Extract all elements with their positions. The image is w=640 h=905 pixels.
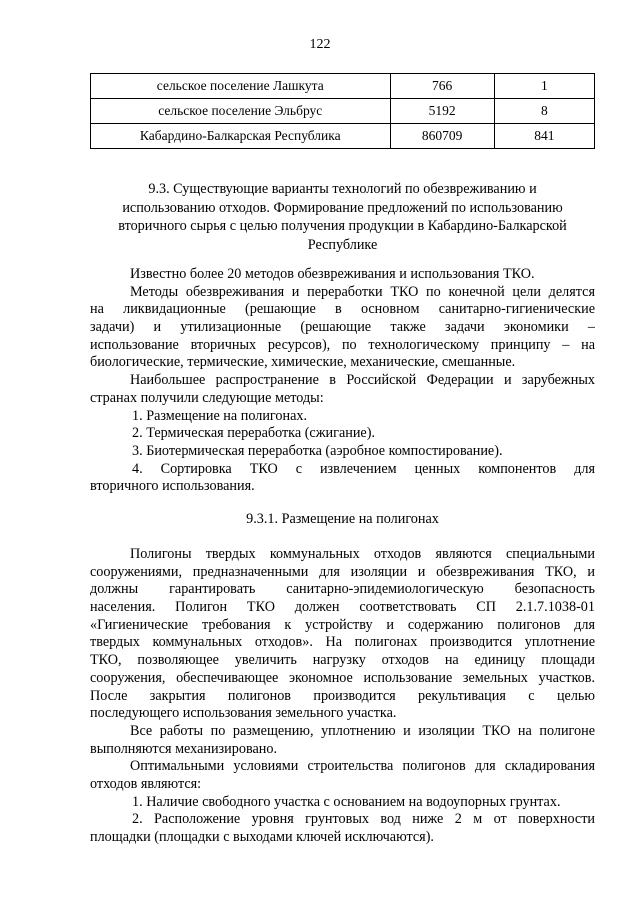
table-row xyxy=(91,74,595,99)
text-line: Наибольшее распространение в Российской Федерации и зарубежных xyxy=(130,372,595,389)
population-table xyxy=(90,73,595,149)
table-cell: 860709 xyxy=(390,124,494,149)
list-item: 3. Биотермическая переработка (аэробное компостирование). xyxy=(132,442,503,459)
text-line: на ликвидационные (решающие в основном санитарно-гигиенические xyxy=(90,301,595,318)
text-line: площадки (площадки с выходами ключей исключаются). xyxy=(90,829,434,845)
list-item: 2. Термическая переработка (сжигание). xyxy=(132,425,375,442)
table-cell: 5192 xyxy=(390,99,494,124)
heading-line: использованию отходов. Формирование предложений по использованию xyxy=(122,199,563,216)
polygons-text xyxy=(90,546,595,847)
text-line: ТКО, позволяющее увеличить нагрузку отходов на единицу площади xyxy=(90,652,595,669)
table-cell: сельское поселение Эльбрус xyxy=(91,99,391,124)
text-line: Методы обезвреживания и переработки ТКО по конечной цели делятся xyxy=(130,283,595,300)
heading-line: Республике xyxy=(307,236,378,253)
table-cell: сельское поселение Лашкута xyxy=(91,74,391,99)
intro-text xyxy=(90,266,595,496)
list-item: 1. Размещение на полигонах. xyxy=(132,407,308,424)
table-cell: 841 xyxy=(494,124,594,149)
heading-line: вторичного сырья с целью получения продукции в Кабардино-Балкарской xyxy=(118,218,567,234)
section-heading xyxy=(90,180,595,254)
text-line: должны гарантировать санитарно-эпидемиологическую безопасность xyxy=(90,581,595,598)
text-line: сооружения, обеспечивающее экономное использование земельных участков. xyxy=(90,669,595,686)
text-line: твердых коммунальных отходов». На полигонах производится уплотнение xyxy=(90,634,595,651)
text-line: последующего использования земельного участка. xyxy=(90,705,397,722)
heading-line: 9.3. Существующие варианты технологий по обезвреживанию и xyxy=(148,181,537,197)
text-line: После закрытия полигонов производится рекультивация с целью xyxy=(90,687,595,704)
table-row xyxy=(91,99,595,124)
list-item: 4. Сортировка ТКО с извлечением ценных компонентов для xyxy=(132,460,595,477)
text-line: задачи) и утилизационные (решающие также задачи экономики – xyxy=(90,319,595,336)
text-line: Полигоны твердых коммунальных отходов являются специальными xyxy=(130,546,595,562)
table-row xyxy=(91,124,595,149)
text-line: населения. Полигон ТКО должен соответствовать СП 2.1.7.1038-01 xyxy=(90,599,595,616)
text-line: вторичного использования. xyxy=(90,478,255,495)
text-line: выполняются механизировано. xyxy=(90,740,277,757)
text-line: использование вторичных ресурсов), по технологическому принципу – на xyxy=(90,336,595,353)
text-line: отходов являются: xyxy=(90,775,202,792)
list-item: 2. Расположение уровня грунтовых вод ниже 2 м от поверхности xyxy=(132,811,595,828)
table-cell: 8 xyxy=(494,99,594,124)
subsection-heading: 9.3.1. Размещение на полигонах xyxy=(246,511,439,527)
list-item: 1. Наличие свободного участка с основанием на водоупорных грунтах. xyxy=(132,793,561,810)
table-cell: 1 xyxy=(494,74,594,99)
text-line: Известно более 20 методов обезвреживания и использования ТКО. xyxy=(130,266,535,282)
text-line: «Гигиенические требования к устройству и содержанию полигонов для xyxy=(90,616,595,633)
page-number: 122 xyxy=(309,37,331,52)
text-line: Оптимальными условиями строительства полигонов для складирования xyxy=(130,758,595,775)
text-line: биологические, термические, химические, механические, смешанные. xyxy=(90,354,516,371)
text-line: странах получили следующие методы: xyxy=(90,389,324,406)
table-cell: 766 xyxy=(390,74,494,99)
text-line: сооружениями, предназначенными для изоляции и обезвреживания ТКО, и xyxy=(90,563,595,580)
table-cell: Кабардино-Балкарская Республика xyxy=(91,124,391,149)
text-line: Все работы по размещению, уплотнению и изоляции ТКО на полигоне xyxy=(130,722,595,739)
